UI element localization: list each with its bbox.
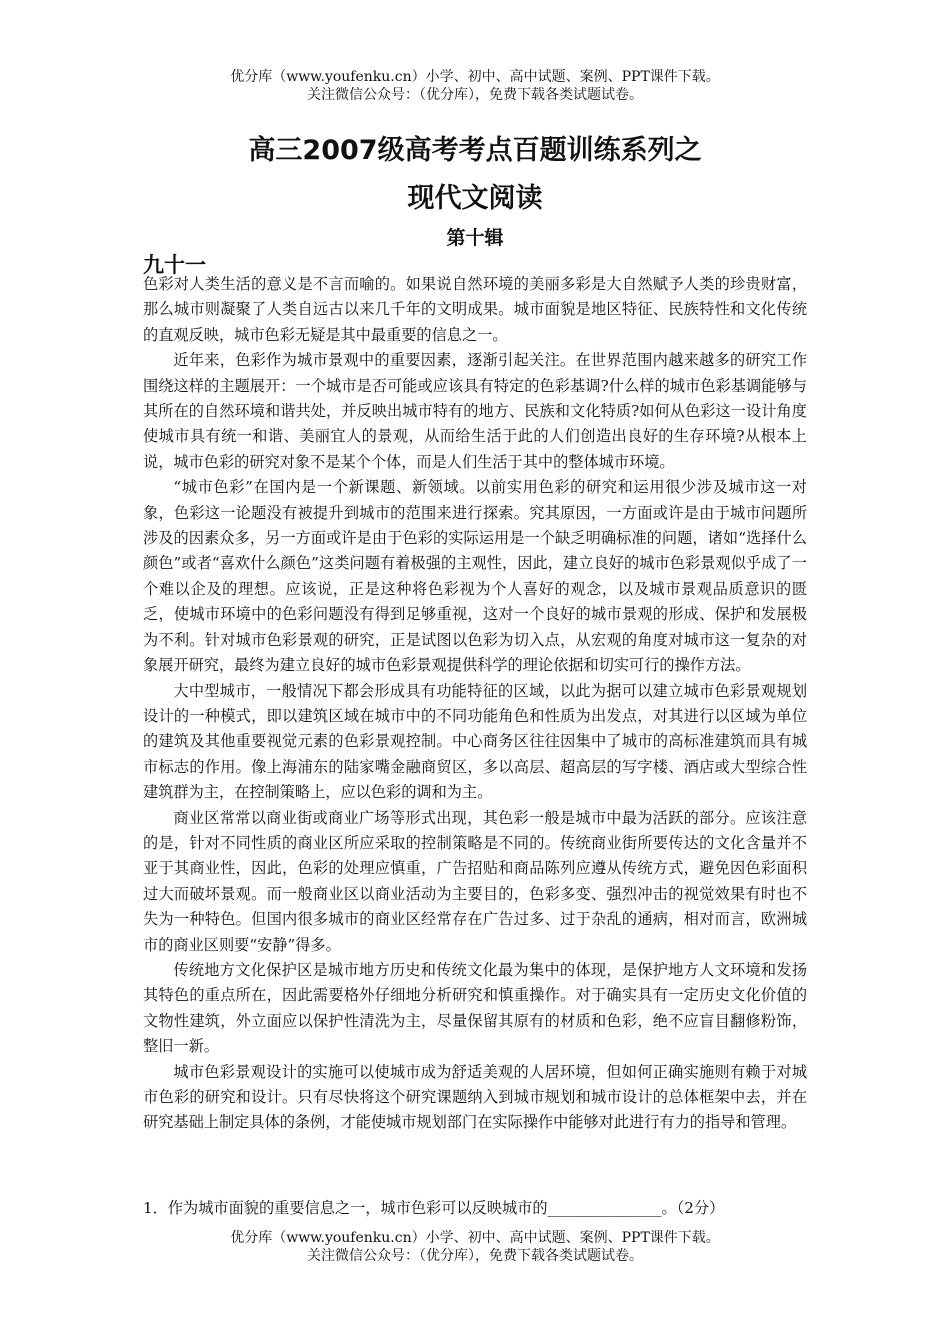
footer-line-1: 优分库（www.youfenku.cn）小学、初中、高中试题、案例、PPT课件下载。 (230, 1230, 720, 1246)
page-footer (0, 1229, 950, 1265)
document-subtitle: 现代文阅读 (407, 183, 543, 214)
paragraph: 近年来，色彩作为城市景观中的重要因素，逐渐引起关注。在世界范围内越来越多的研究工作围绕这样的主题展开：一个城市是否可能或应该具有特定的色彩基调?什么样的城市色彩基调能够与其所在的自然环境和谐共处，并反映出城市特有的地方、民族和文化特质?如何从色彩这一设计角度使城市具有统一和谐、美丽宜人的景观，从而给生活于此的人们创造出良好的生存环境?从根本上说，城市色彩的研究对象不是某个个体，而是人们生活于其中的整体城市环境。 (143, 351, 807, 471)
header-line-2: 关注微信公众号：（优分库），免费下载各类试题试卷。 (307, 87, 643, 103)
paragraph: 商业区常常以商业街或商业广场等形式出现，其色彩一般是城市中最为活跃的部分。应该注意的是，针对不同性质的商业区所应采取的控制策略是不同的。传统商业街所要传达的文化含量并不亚于其商业性，因此，色彩的处理应慎重，广告招贴和商品陈列应遵从传统方式，避免因色彩面积过大而破坏景观。而一般商业区以商业活动为主要目的，色彩多变、强烈冲击的视觉效果有时也不失为一种特色。但国内很多城市的商业区经常存在广告过多、过于杂乱的通病，相对而言，欧洲城市的商业区则要“安静”得多。 (143, 808, 807, 954)
footer-line-2: 关注微信公众号：（优分库），免费下载各类试题试卷。 (307, 1248, 643, 1264)
paragraph: “城市色彩”在国内是一个新课题、新领域。以前实用色彩的研究和运用很少涉及城市这一对象，色彩这一论题没有被提升到城市的范围来进行探索。究其原因，一方面或许是由于城市问题所涉及的因素众多，另一方面或许是由于色彩的实际运用是一个缺乏明确标准的问题，诸如“选择什么颜色”或者“喜欢什么颜色”这类问题有着极强的主观性，因此，建立良好的城市色彩景观似乎成了一个难以企及的理想。应该说，正是这种将色彩视为个人喜好的观念，以及城市景观品质意识的匮乏，使城市环境中的色彩问题没有得到足够重视，这对一个良好的城市景观的形成、保护和发展极为不利。针对城市色彩景观的研究，正是试图以色彩为切入点，从宏观的角度对城市这一复杂的对象展开研究，最终为建立良好的城市色彩景观提供科学的理论依据和切实可行的操作方法。 (143, 478, 807, 675)
header-line-1: 优分库（www.youfenku.cn）小学、初中、高中试题、案例、PPT课件下载。 (230, 69, 720, 85)
paragraph: 城市色彩景观设计的实施可以使城市成为舒适美观的人居环境，但如何正确实施则有赖于对城市色彩的研究和设计。只有尽快将这个研究课题纳入到城市规划和城市设计的总体框架中去，并在研究基础上制定具体的条例，才能使城市规划部门在实际操作中能够对此进行有力的指导和管理。 (143, 1062, 807, 1132)
page-header (0, 68, 950, 104)
paragraph: 色彩对人类生活的意义是不言而喻的。如果说自然环境的美丽多彩是大自然赋予人类的珍贵财富，那么城市则凝聚了人类自远古以来几千年的文明成果。城市面貌是地区特征、民族特性和文化传统的直观反映，城市色彩无疑是其中最重要的信息之一。 (143, 275, 807, 344)
question-1: 1．作为城市面貌的重要信息之一，城市色彩可以反映城市的_______________。（2分） (143, 1199, 725, 1217)
document-title: 高三2007级高考考点百题训练系列之 (248, 135, 702, 166)
document-volume: 第十辑 (446, 227, 504, 249)
paragraph: 大中型城市，一般情况下都会形成具有功能特征的区域，以此为据可以建立城市色彩景观规划设计的一种模式，即以建筑区域在城市中的不同功能角色和性质为出发点，对其进行以区域为单位的建筑及其他重要视觉元素的色彩景观控制。中心商务区往往因集中了城市的高标准建筑而具有城市标志的作用。像上海浦东的陆家嘴金融商贸区，多以高层、超高层的写字楼、酒店或大型综合性建筑群为主，在控制策略上，应以色彩的调和为主。 (143, 681, 807, 802)
article-body (143, 272, 807, 1136)
section-heading: 九十一 (143, 253, 206, 277)
paragraph: 传统地方文化保护区是城市地方历史和传统文化最为集中的体现，是保护地方人文环境和发扬其特色的重点所在，因此需要格外仔细地分析研究和慎重操作。对于确实具有一定历史文化价值的文物性建筑，外立面应以保护性清洗为主，尽量保留其原有的材质和色彩，绝不应盲目翻修粉饰，整旧一新。 (143, 960, 807, 1056)
